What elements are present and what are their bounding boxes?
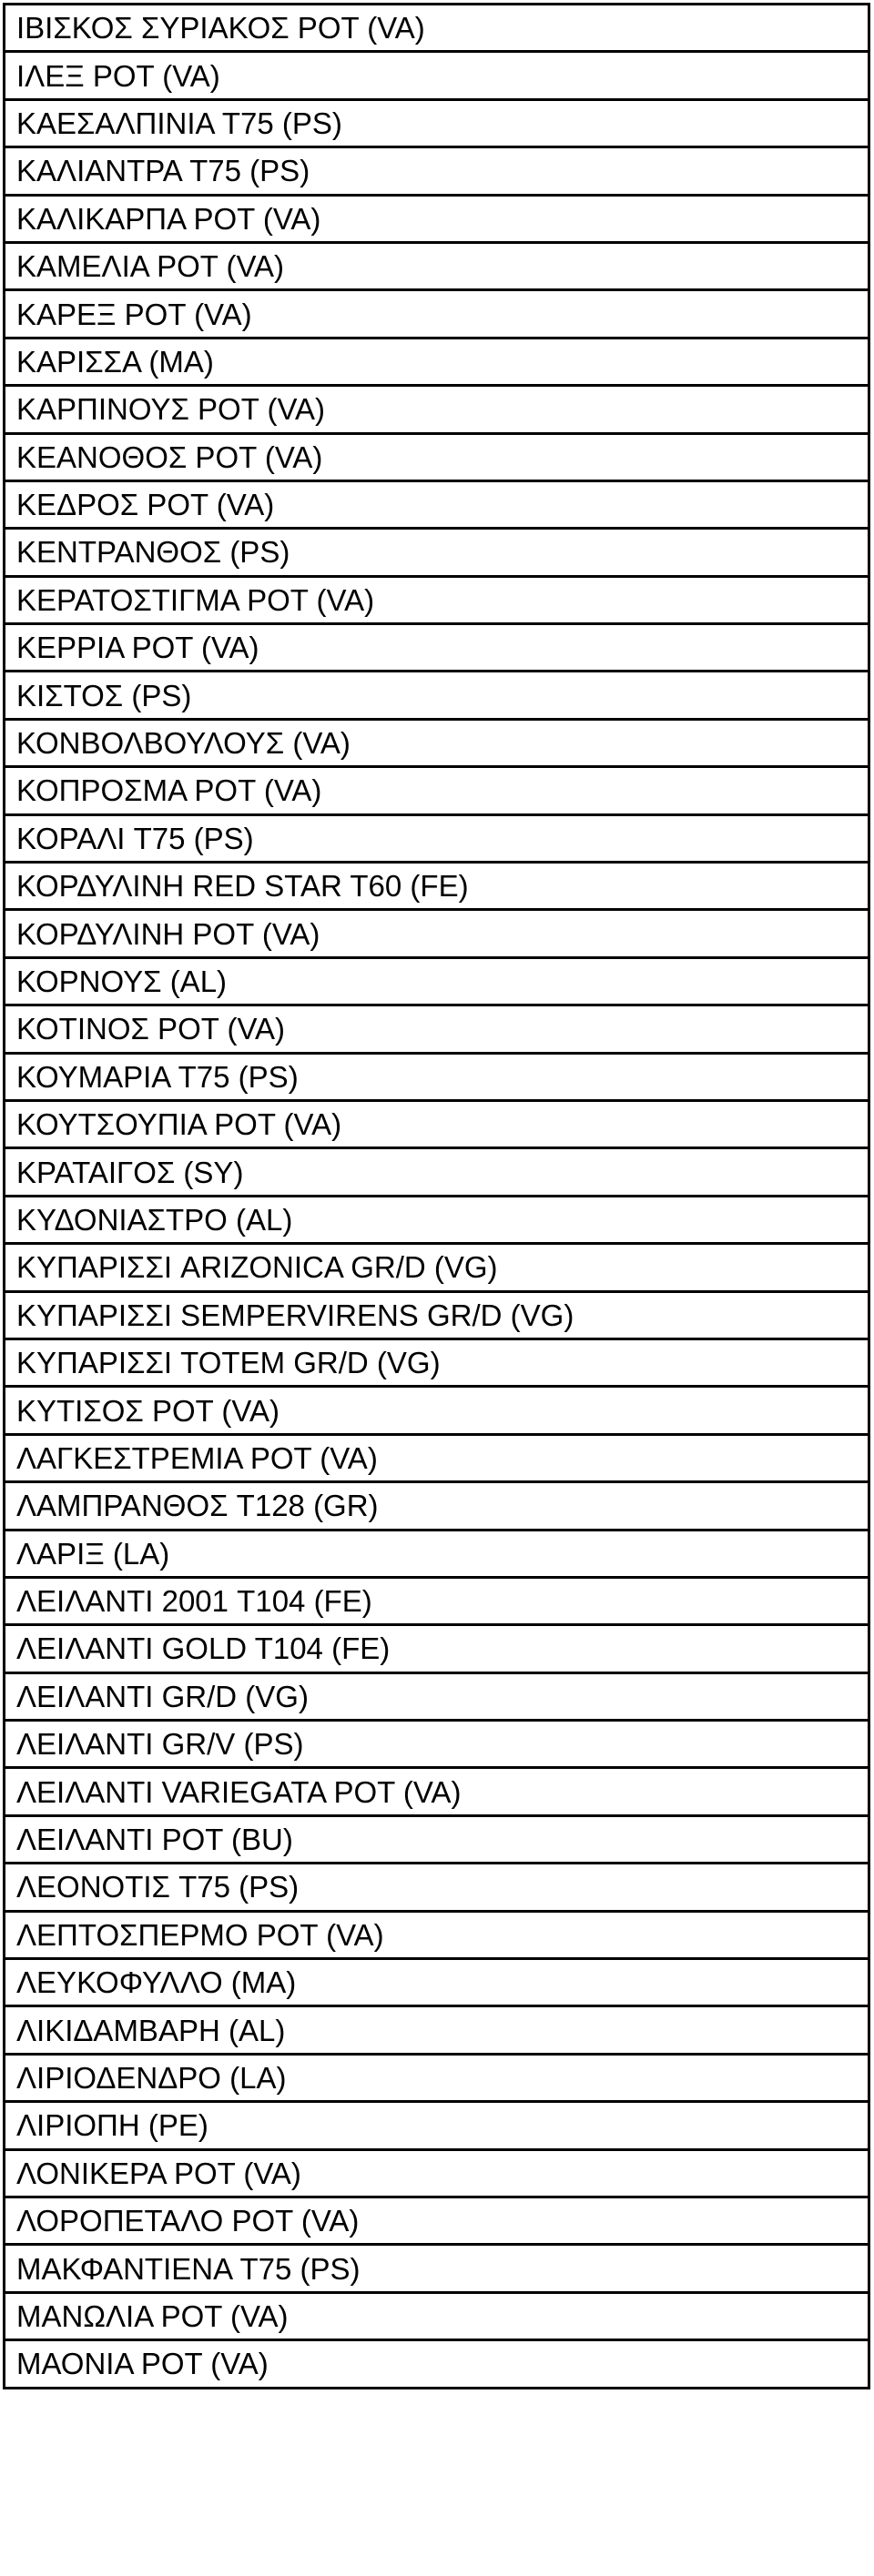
table-cell: ΛΑΜΠΡΑΝΘΟΣ T128 (GR) (5, 1482, 869, 1530)
table-row (5, 2149, 869, 2197)
table-cell: ΛΟΝΙΚΕΡΑ POT (VA) (5, 2149, 869, 2197)
table-cell: ΚΟΝΒΟΛΒΟΥΛΟΥΣ (VA) (5, 719, 869, 766)
table-row (5, 2006, 869, 2054)
table-row (5, 719, 869, 766)
table-row (5, 767, 869, 814)
table-row (5, 1148, 869, 1196)
table-cell: ΙΒΙΣΚΟΣ ΣΥΡΙΑΚΟΣ POT (VA) (5, 5, 869, 52)
table-row (5, 290, 869, 338)
plant-list-body (5, 5, 869, 2389)
table-row (5, 529, 869, 576)
table-row (5, 672, 869, 719)
table-row (5, 195, 869, 242)
table-cell: ΚΟΥΜΑΡΙΑ T75 (PS) (5, 1053, 869, 1100)
table-cell: ΚΟΤΙΝΟΣ POT (VA) (5, 1005, 869, 1053)
table-row (5, 1244, 869, 1291)
table-row (5, 386, 869, 433)
table-row (5, 1864, 869, 1911)
table-row (5, 1291, 869, 1339)
table-row (5, 2245, 869, 2292)
table-cell: ΚΕΡΡΙΑ POT (VA) (5, 624, 869, 672)
table-cell: ΛΙΡΙΟΔΕΝΔΡΟ (LA) (5, 2054, 869, 2101)
table-cell: ΚΙΣΤΟΣ (PS) (5, 672, 869, 719)
table-cell: ΛΕΟΝΟΤΙΣ T75 (PS) (5, 1864, 869, 1911)
table-row (5, 2292, 869, 2339)
table-cell: ΚΥΠΑΡΙΣΣΙ ARIZONICA GR/D (VG) (5, 1244, 869, 1291)
table-cell: ΚΟΡΑΛΙ T75 (PS) (5, 814, 869, 862)
table-cell: ΛΑΓΚΕΣΤΡΕΜΙΑ POT (VA) (5, 1434, 869, 1481)
table-cell: ΛΕΠΤΟΣΠΕΡΜΟ POT (VA) (5, 1911, 869, 1958)
table-row (5, 863, 869, 910)
table-row (5, 480, 869, 528)
table-cell: ΚΕΝΤΡΑΝΘΟΣ (PS) (5, 529, 869, 576)
table-cell: ΚΑΜΕΛΙΑ POT (VA) (5, 242, 869, 289)
table-cell: ΚΟΥΤΣΟΥΠΙΑ POT (VA) (5, 1100, 869, 1147)
table-row (5, 1053, 869, 1100)
table-row (5, 99, 869, 146)
table-row (5, 433, 869, 480)
table-cell: ΛΟΡΟΠΕΤΑΛΟ POT (VA) (5, 2197, 869, 2244)
table-row (5, 1530, 869, 1577)
table-cell: ΜΑΚΦΑΝΤΙΕΝΑ T75 (PS) (5, 2245, 869, 2292)
table-row (5, 1815, 869, 1863)
table-row (5, 147, 869, 195)
table-row (5, 2197, 869, 2244)
table-cell: ΚΥΠΑΡΙΣΣΙ TOTEM GR/D (VG) (5, 1339, 869, 1386)
table-row (5, 1434, 869, 1481)
table-row (5, 52, 869, 99)
table-row (5, 242, 869, 289)
table-cell: ΛΙΡΙΟΠΗ (PE) (5, 2102, 869, 2149)
table-cell: ΛΙΚΙΔΑΜΒΑΡΗ (AL) (5, 2006, 869, 2054)
table-cell: ΚΑΡΕΞ POT (VA) (5, 290, 869, 338)
table-cell: ΚΕΑΝΟΘΟΣ POT (VA) (5, 433, 869, 480)
table-cell: ΚΟΠΡΟΣΜΑ POT (VA) (5, 767, 869, 814)
table-cell: ΚΥΔΟΝΙΑΣΤΡΟ (AL) (5, 1196, 869, 1243)
table-row (5, 338, 869, 385)
table-cell: ΚΑΛΙΑΝΤΡΑ T75 (PS) (5, 147, 869, 195)
table-cell: ΛΕΙΛΑΝΤΙ 2001 T104 (FE) (5, 1577, 869, 1624)
table-cell: ΛΕΥΚΟΦΥΛΛΟ (MA) (5, 1959, 869, 2006)
plant-list-table (3, 3, 870, 2389)
table-row (5, 1959, 869, 2006)
table-cell: ΛΑΡΙΞ (LA) (5, 1530, 869, 1577)
table-row (5, 814, 869, 862)
table-row (5, 5, 869, 52)
table-cell: ΚΥΠΑΡΙΣΣΙ SEMPERVIRENS GR/D (VG) (5, 1291, 869, 1339)
table-cell: ΚΕΔΡΟΣ POT (VA) (5, 480, 869, 528)
table-cell: ΚΟΡΔΥΛΙΝΗ RED STAR T60 (FE) (5, 863, 869, 910)
table-cell: ΚΕΡΑΤΟΣΤΙΓΜΑ POT (VA) (5, 576, 869, 623)
table-row (5, 2340, 869, 2388)
table-row (5, 2054, 869, 2101)
table-row (5, 1100, 869, 1147)
table-cell: ΚΑΕΣΑΛΠΙΝΙΑ T75 (PS) (5, 99, 869, 146)
table-cell: ΜΑΝΩΛΙΑ POT (VA) (5, 2292, 869, 2339)
table-row (5, 1721, 869, 1768)
table-row (5, 1005, 869, 1053)
table-row (5, 2102, 869, 2149)
table-row (5, 1768, 869, 1815)
table-cell: ΛΕΙΛΑΝΤΙ VARIEGATA POT (VA) (5, 1768, 869, 1815)
table-row (5, 624, 869, 672)
table-cell: ΚΑΡΠΙΝΟΥΣ POT (VA) (5, 386, 869, 433)
table-cell: ΚΡΑΤΑΙΓΟΣ (SY) (5, 1148, 869, 1196)
table-cell: ΚΥΤΙΣΟΣ POT (VA) (5, 1387, 869, 1434)
table-cell: ΛΕΙΛΑΝΤΙ GOLD T104 (FE) (5, 1625, 869, 1672)
table-cell: ΚΟΡΔΥΛΙΝΗ POT (VA) (5, 910, 869, 957)
table-cell: ΚΟΡΝΟΥΣ (AL) (5, 957, 869, 1005)
table-row (5, 910, 869, 957)
table-cell: ΛΕΙΛΑΝΤΙ POT (BU) (5, 1815, 869, 1863)
table-row (5, 1339, 869, 1386)
table-cell: ΚΑΛΙΚΑΡΠΑ POT (VA) (5, 195, 869, 242)
table-row (5, 1911, 869, 1958)
table-cell: ΛΕΙΛΑΝΤΙ GR/D (VG) (5, 1672, 869, 1720)
table-cell: ΙΛΕΞ POT (VA) (5, 52, 869, 99)
table-row (5, 1672, 869, 1720)
table-row (5, 1196, 869, 1243)
table-cell: ΚΑΡΙΣΣΑ (MA) (5, 338, 869, 385)
table-row (5, 1577, 869, 1624)
table-row (5, 1387, 869, 1434)
table-row (5, 1482, 869, 1530)
table-row (5, 957, 869, 1005)
table-cell: ΜΑΟΝΙΑ POT (VA) (5, 2340, 869, 2388)
table-row (5, 576, 869, 623)
table-row (5, 1625, 869, 1672)
table-cell: ΛΕΙΛΑΝΤΙ GR/V (PS) (5, 1721, 869, 1768)
